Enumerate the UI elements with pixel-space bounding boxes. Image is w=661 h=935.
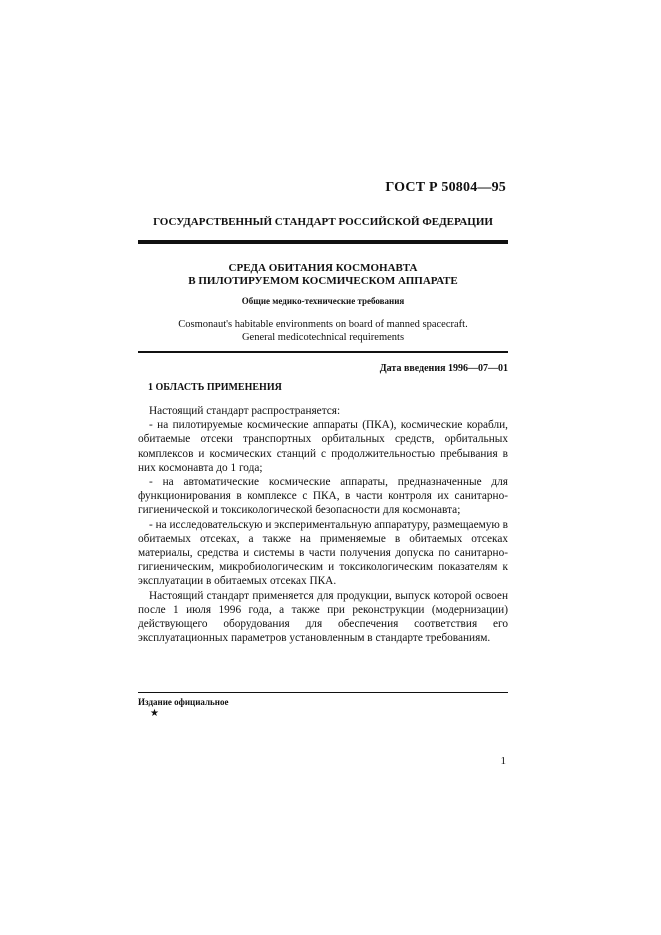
state-standard-heading: ГОСУДАРСТВЕННЫЙ СТАНДАРТ РОССИЙСКОЙ ФЕДЕРАЦИИ bbox=[153, 216, 493, 228]
paragraph: - на пилотируемые космические аппараты (ПКА), космические корабли, обитаемые отсеки транспортных орбитальных средств, орбитальных комплексов и космических станций с продолжительностью пребывания в них космонавта до 1 года; bbox=[138, 419, 508, 474]
gost-number: ГОСТ Р 50804—95 bbox=[385, 180, 506, 195]
title-divider bbox=[138, 351, 508, 353]
footer-divider bbox=[138, 692, 508, 693]
paragraph: Настоящий стандарт распространяется: bbox=[149, 405, 341, 417]
paragraph: - на исследовательскую и экспериментальную аппаратуру, размещаемую в обитаемых отсеках, а также на применяемые в обитаемых отсеках материалы, средства и системы в части получения допуска по санитарно-гигиеническим, микробиологическим и токсикологическим показателям к эксплуатации в обитаемых отсеках ПКА. bbox=[138, 518, 508, 588]
english-title-line-1: Cosmonaut's habitable environments on board of manned spacecraft. bbox=[178, 319, 468, 330]
english-title bbox=[138, 318, 508, 344]
title-line-1: СРЕДА ОБИТАНИЯ КОСМОНАВТА bbox=[228, 262, 418, 274]
header-divider bbox=[138, 240, 508, 244]
paragraph: Настоящий стандарт применяется для продукции, выпуск которой освоен после 1 июля 1996 года, а также при реконструкции (модернизации) действующего оборудования для обеспечения соответствия его эксплуатационных параметров установленным в стандарте требованиям. bbox=[138, 589, 508, 645]
paragraph: - на автоматические космические аппараты, предназначенные для функционирования в комплексе с ПКА, в части контроля их санитарно-гигиенической и токсикологической безопасности для космонавта; bbox=[138, 476, 508, 517]
star-mark: ★ bbox=[150, 708, 159, 719]
date-introduced: Дата введения 1996—07—01 bbox=[379, 363, 508, 374]
document-title bbox=[138, 262, 508, 288]
title-line-2: В ПИЛОТИРУЕМОМ КОСМИЧЕСКОМ АППАРАТЕ bbox=[188, 275, 458, 287]
page-number: 1 bbox=[500, 755, 506, 767]
english-title-line-2: General medicotechnical requirements bbox=[241, 332, 405, 343]
document-subtitle: Общие медико-технические требования bbox=[241, 296, 405, 306]
section-body bbox=[138, 404, 508, 645]
official-edition-label: Издание официальное bbox=[138, 697, 229, 707]
section-heading: 1 ОБЛАСТЬ ПРИМЕНЕНИЯ bbox=[148, 382, 282, 393]
